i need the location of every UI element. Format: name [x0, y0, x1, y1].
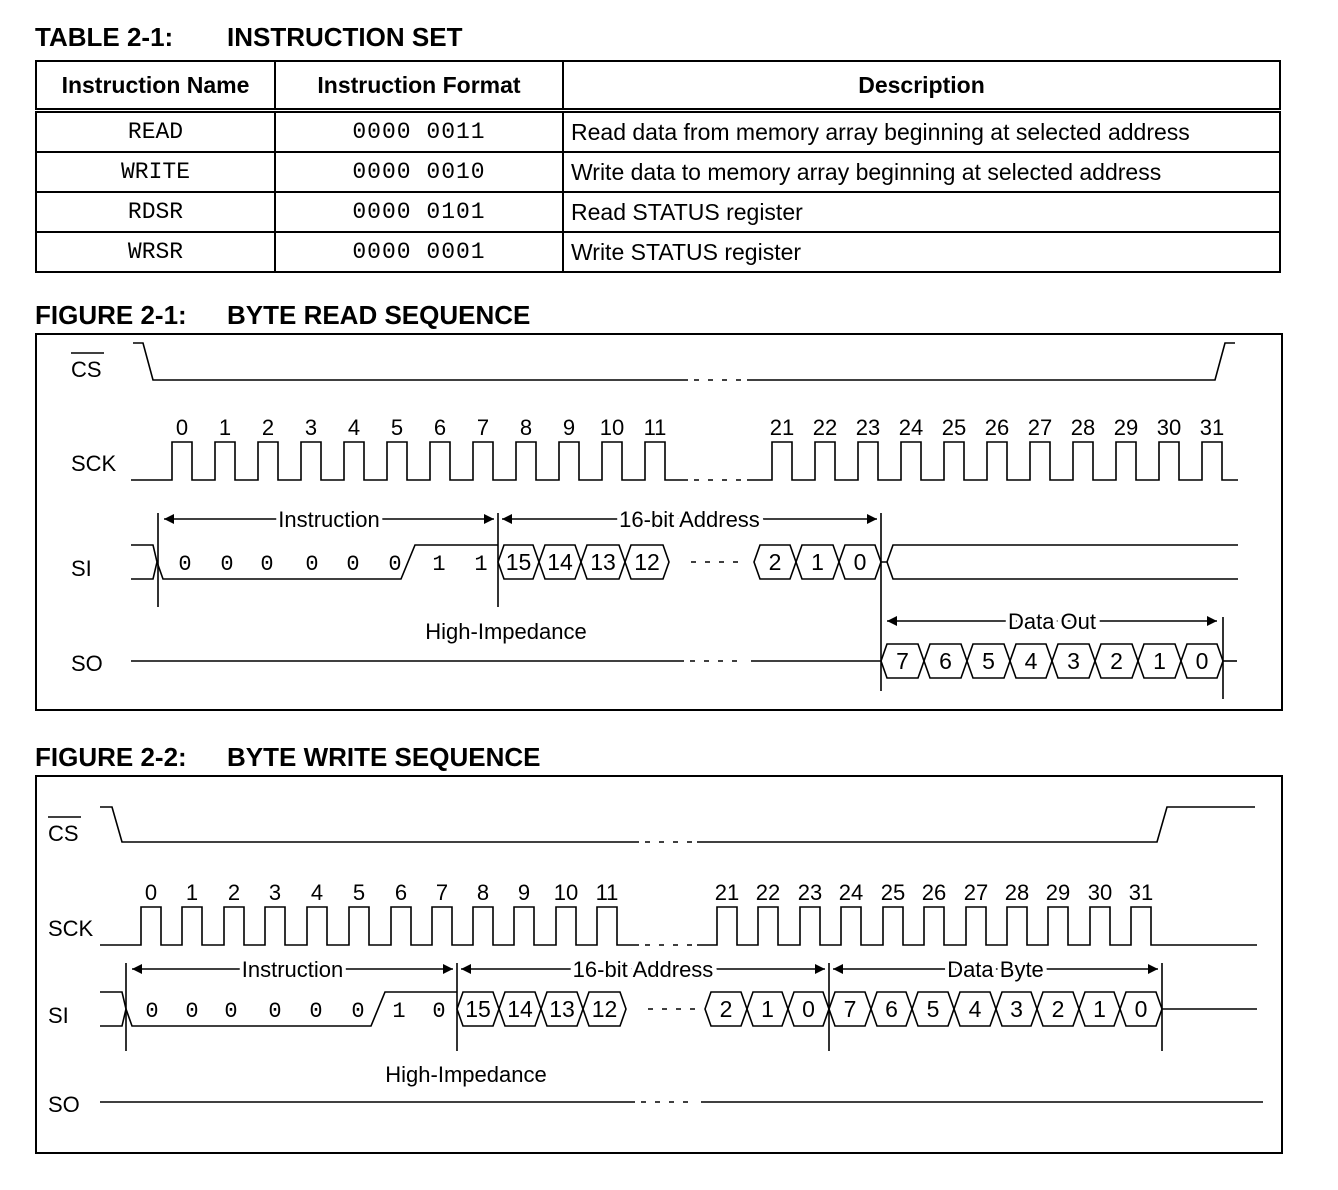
clock-number: 31: [1128, 880, 1154, 905]
clock-number: 29: [1045, 880, 1071, 905]
clock-number: 22: [812, 415, 838, 440]
byte-write-timing-diagram: [35, 775, 1283, 1154]
instruction-bit: 1: [474, 552, 488, 577]
cs-waveform: [697, 807, 1255, 842]
instruction-bit: 0: [388, 552, 402, 577]
address-span-arrow-right: [815, 964, 825, 974]
clock-number: 5: [352, 880, 366, 905]
address-high-bit: 15: [505, 549, 532, 575]
high-impedance-label: High-Impedance: [425, 619, 587, 644]
clock-number: 6: [433, 415, 447, 440]
instruction-bit: 0: [185, 999, 199, 1024]
clock-number: 24: [898, 415, 924, 440]
data-byte-span-arrow-right: [1148, 964, 1158, 974]
clock-number: 1: [185, 880, 199, 905]
data-byte-span-label: Data Byte: [947, 957, 1044, 982]
clock-number: 3: [268, 880, 282, 905]
instruction-name: RDSR: [36, 192, 275, 232]
data-out-span-label: Data Out: [1007, 609, 1097, 634]
signal-label-si: SI: [48, 1003, 69, 1028]
instruction-bit: 0: [145, 999, 159, 1024]
data-byte-bit: 5: [926, 996, 940, 1022]
si-idle-start: [131, 545, 157, 579]
data-out-bit: 2: [1110, 648, 1123, 674]
si-tail: [887, 562, 1238, 579]
byte-read-timing-diagram: [35, 333, 1283, 711]
data-byte-bit: 7: [843, 996, 857, 1022]
instruction-span-arrow-left: [164, 514, 174, 524]
table-row: [36, 192, 1280, 232]
header-instruction-format: Instruction Format: [275, 61, 563, 111]
clock-number: 10: [553, 880, 579, 905]
header-instruction-name: Instruction Name: [36, 61, 275, 111]
clock-number: 0: [144, 880, 158, 905]
clock-number: 0: [175, 415, 189, 440]
clock-number: 2: [261, 415, 275, 440]
figure1-heading: [35, 300, 530, 331]
table-row: [36, 111, 1280, 153]
clock-number: 30: [1156, 415, 1182, 440]
si-instruction-bus: [126, 992, 132, 1009]
clock-number: 7: [476, 415, 490, 440]
signal-label-cs: CS: [48, 821, 79, 846]
table-title: INSTRUCTION SET: [227, 22, 463, 52]
clock-number: 23: [855, 415, 881, 440]
instruction-description: Read data from memory array beginning at selected address: [563, 111, 1280, 153]
si-idle-start: [100, 992, 126, 1026]
clock-number: 31: [1199, 415, 1225, 440]
instruction-span-arrow-right: [443, 964, 453, 974]
sck-waveform: [131, 442, 688, 480]
cs-waveform: [133, 343, 688, 380]
data-out-bit: 7: [896, 648, 909, 674]
instruction-name: WRITE: [36, 152, 275, 192]
instruction-format: 0000 0001: [275, 232, 563, 272]
clock-number: 11: [643, 415, 667, 440]
clock-number: 5: [390, 415, 404, 440]
figure1-label: FIGURE 2-1:: [35, 300, 187, 330]
clock-number: 23: [797, 880, 823, 905]
instruction-set-table: [35, 60, 1281, 273]
instruction-bit: 0: [224, 999, 238, 1024]
clock-number: 25: [880, 880, 906, 905]
clock-number: 8: [476, 880, 490, 905]
figure2-title: BYTE WRITE SEQUENCE: [227, 742, 541, 772]
address-high-bit: 13: [590, 549, 616, 575]
high-impedance-label: High-Impedance: [385, 1062, 547, 1087]
instruction-bit: 0: [309, 999, 323, 1024]
clock-number: 30: [1087, 880, 1113, 905]
clock-number: 4: [310, 880, 324, 905]
clock-number: 8: [519, 415, 533, 440]
address-low-bit: 1: [811, 549, 824, 575]
figure2-heading: [35, 742, 540, 773]
data-byte-bit: 1: [1093, 996, 1106, 1022]
clock-number: 28: [1070, 415, 1096, 440]
data-byte-bit: 0: [1134, 996, 1148, 1022]
header-description: Description: [563, 61, 1280, 111]
clock-number: 28: [1004, 880, 1030, 905]
clock-number: 6: [394, 880, 408, 905]
data-out-bit: 1: [1153, 648, 1166, 674]
instruction-bit: 0: [346, 552, 360, 577]
data-out-bit: 4: [1024, 648, 1038, 674]
figure2-label: FIGURE 2-2:: [35, 742, 187, 772]
instruction-span-arrow-left: [132, 964, 142, 974]
address-low-bit: 0: [853, 549, 867, 575]
table-row: [36, 152, 1280, 192]
clock-number: 29: [1113, 415, 1139, 440]
clock-number: 11: [595, 880, 619, 905]
address-high-bit: 14: [547, 549, 573, 575]
table-label: TABLE 2-1:: [35, 22, 174, 52]
address-high-bit: 12: [591, 996, 618, 1022]
si-instruction-bus: [157, 545, 498, 579]
si-instruction-bus: [126, 992, 457, 1026]
instruction-bit: 0: [432, 999, 446, 1024]
instruction-bit: 0: [178, 552, 192, 577]
clock-number: 24: [838, 880, 864, 905]
signal-label-sck: SCK: [71, 451, 117, 476]
address-high-bit: 15: [465, 996, 491, 1022]
instruction-bit: 0: [351, 999, 365, 1024]
sck-waveform: [697, 907, 1257, 945]
instruction-bit: 1: [432, 552, 446, 577]
cs-waveform: [747, 343, 1235, 380]
instruction-bit: 0: [268, 999, 282, 1024]
data-out-bit: 5: [982, 648, 995, 674]
clock-number: 2: [227, 880, 241, 905]
data-out-span-arrow-right: [1207, 616, 1217, 626]
clock-number: 10: [599, 415, 625, 440]
data-byte-bit: 6: [885, 996, 898, 1022]
data-byte-bit: 3: [1010, 996, 1023, 1022]
signal-label-so: SO: [71, 651, 103, 676]
clock-number: 25: [941, 415, 967, 440]
clock-number: 21: [769, 415, 795, 440]
instruction-bit: 1: [392, 999, 406, 1024]
instruction-description: Write STATUS register: [563, 232, 1280, 272]
address-low-bit: 2: [768, 549, 782, 575]
clock-number: 27: [1027, 415, 1053, 440]
address-high-bit: 14: [507, 996, 533, 1022]
si-tail: [881, 545, 1238, 562]
signal-label-so: SO: [48, 1092, 80, 1117]
address-span-arrow-left: [461, 964, 471, 974]
clock-number: 1: [218, 415, 232, 440]
table-heading: [35, 22, 462, 53]
clock-number: 9: [517, 880, 531, 905]
address-span-arrow-right: [867, 514, 877, 524]
instruction-description: Read STATUS register: [563, 192, 1280, 232]
clock-number: 4: [347, 415, 361, 440]
signal-label-cs: CS: [71, 357, 102, 382]
instruction-format: 0000 0011: [275, 111, 563, 153]
instruction-span-arrow-right: [484, 514, 494, 524]
instruction-description: Write data to memory array beginning at selected address: [563, 152, 1280, 192]
data-byte-bit: 2: [1051, 996, 1065, 1022]
address-low-bit: 1: [761, 996, 774, 1022]
instruction-span-label: Instruction: [241, 957, 344, 982]
clock-number: 26: [984, 415, 1010, 440]
address-span-arrow-left: [502, 514, 512, 524]
instruction-span-label: Instruction: [278, 507, 380, 532]
data-out-bit: 6: [939, 648, 952, 674]
sck-waveform: [747, 442, 1238, 480]
instruction-bit: 0: [220, 552, 234, 577]
cs-waveform: [100, 807, 639, 842]
table-header-row: [36, 61, 1280, 111]
data-byte-bit: 4: [968, 996, 982, 1022]
signal-label-si: SI: [71, 556, 92, 581]
instruction-name: WRSR: [36, 232, 275, 272]
data-out-bit: 3: [1067, 648, 1080, 674]
figure1-title: BYTE READ SEQUENCE: [227, 300, 531, 330]
clock-number: 9: [562, 415, 576, 440]
clock-number: 3: [304, 415, 318, 440]
clock-number: 7: [435, 880, 449, 905]
clock-number: 22: [755, 880, 781, 905]
address-low-bit: 2: [719, 996, 733, 1022]
data-byte-span-arrow-left: [833, 964, 843, 974]
address-span-label: 16-bit Address: [572, 957, 714, 982]
sck-waveform: [100, 907, 639, 945]
clock-number: 26: [921, 880, 947, 905]
address-low-bit: 0: [802, 996, 815, 1022]
data-out-bit: 0: [1195, 648, 1209, 674]
instruction-bit: 0: [260, 552, 274, 577]
data-out-span-arrow-left: [887, 616, 897, 626]
instruction-format: 0000 0010: [275, 152, 563, 192]
instruction-name: READ: [36, 111, 275, 153]
address-high-bit: 13: [549, 996, 575, 1022]
table-row: [36, 232, 1280, 272]
clock-number: 21: [714, 880, 740, 905]
address-high-bit: 12: [634, 549, 660, 575]
address-span-label: 16-bit Address: [619, 507, 760, 532]
instruction-bit: 0: [305, 552, 319, 577]
instruction-format: 0000 0101: [275, 192, 563, 232]
clock-number: 27: [963, 880, 989, 905]
signal-label-sck: SCK: [48, 916, 94, 941]
